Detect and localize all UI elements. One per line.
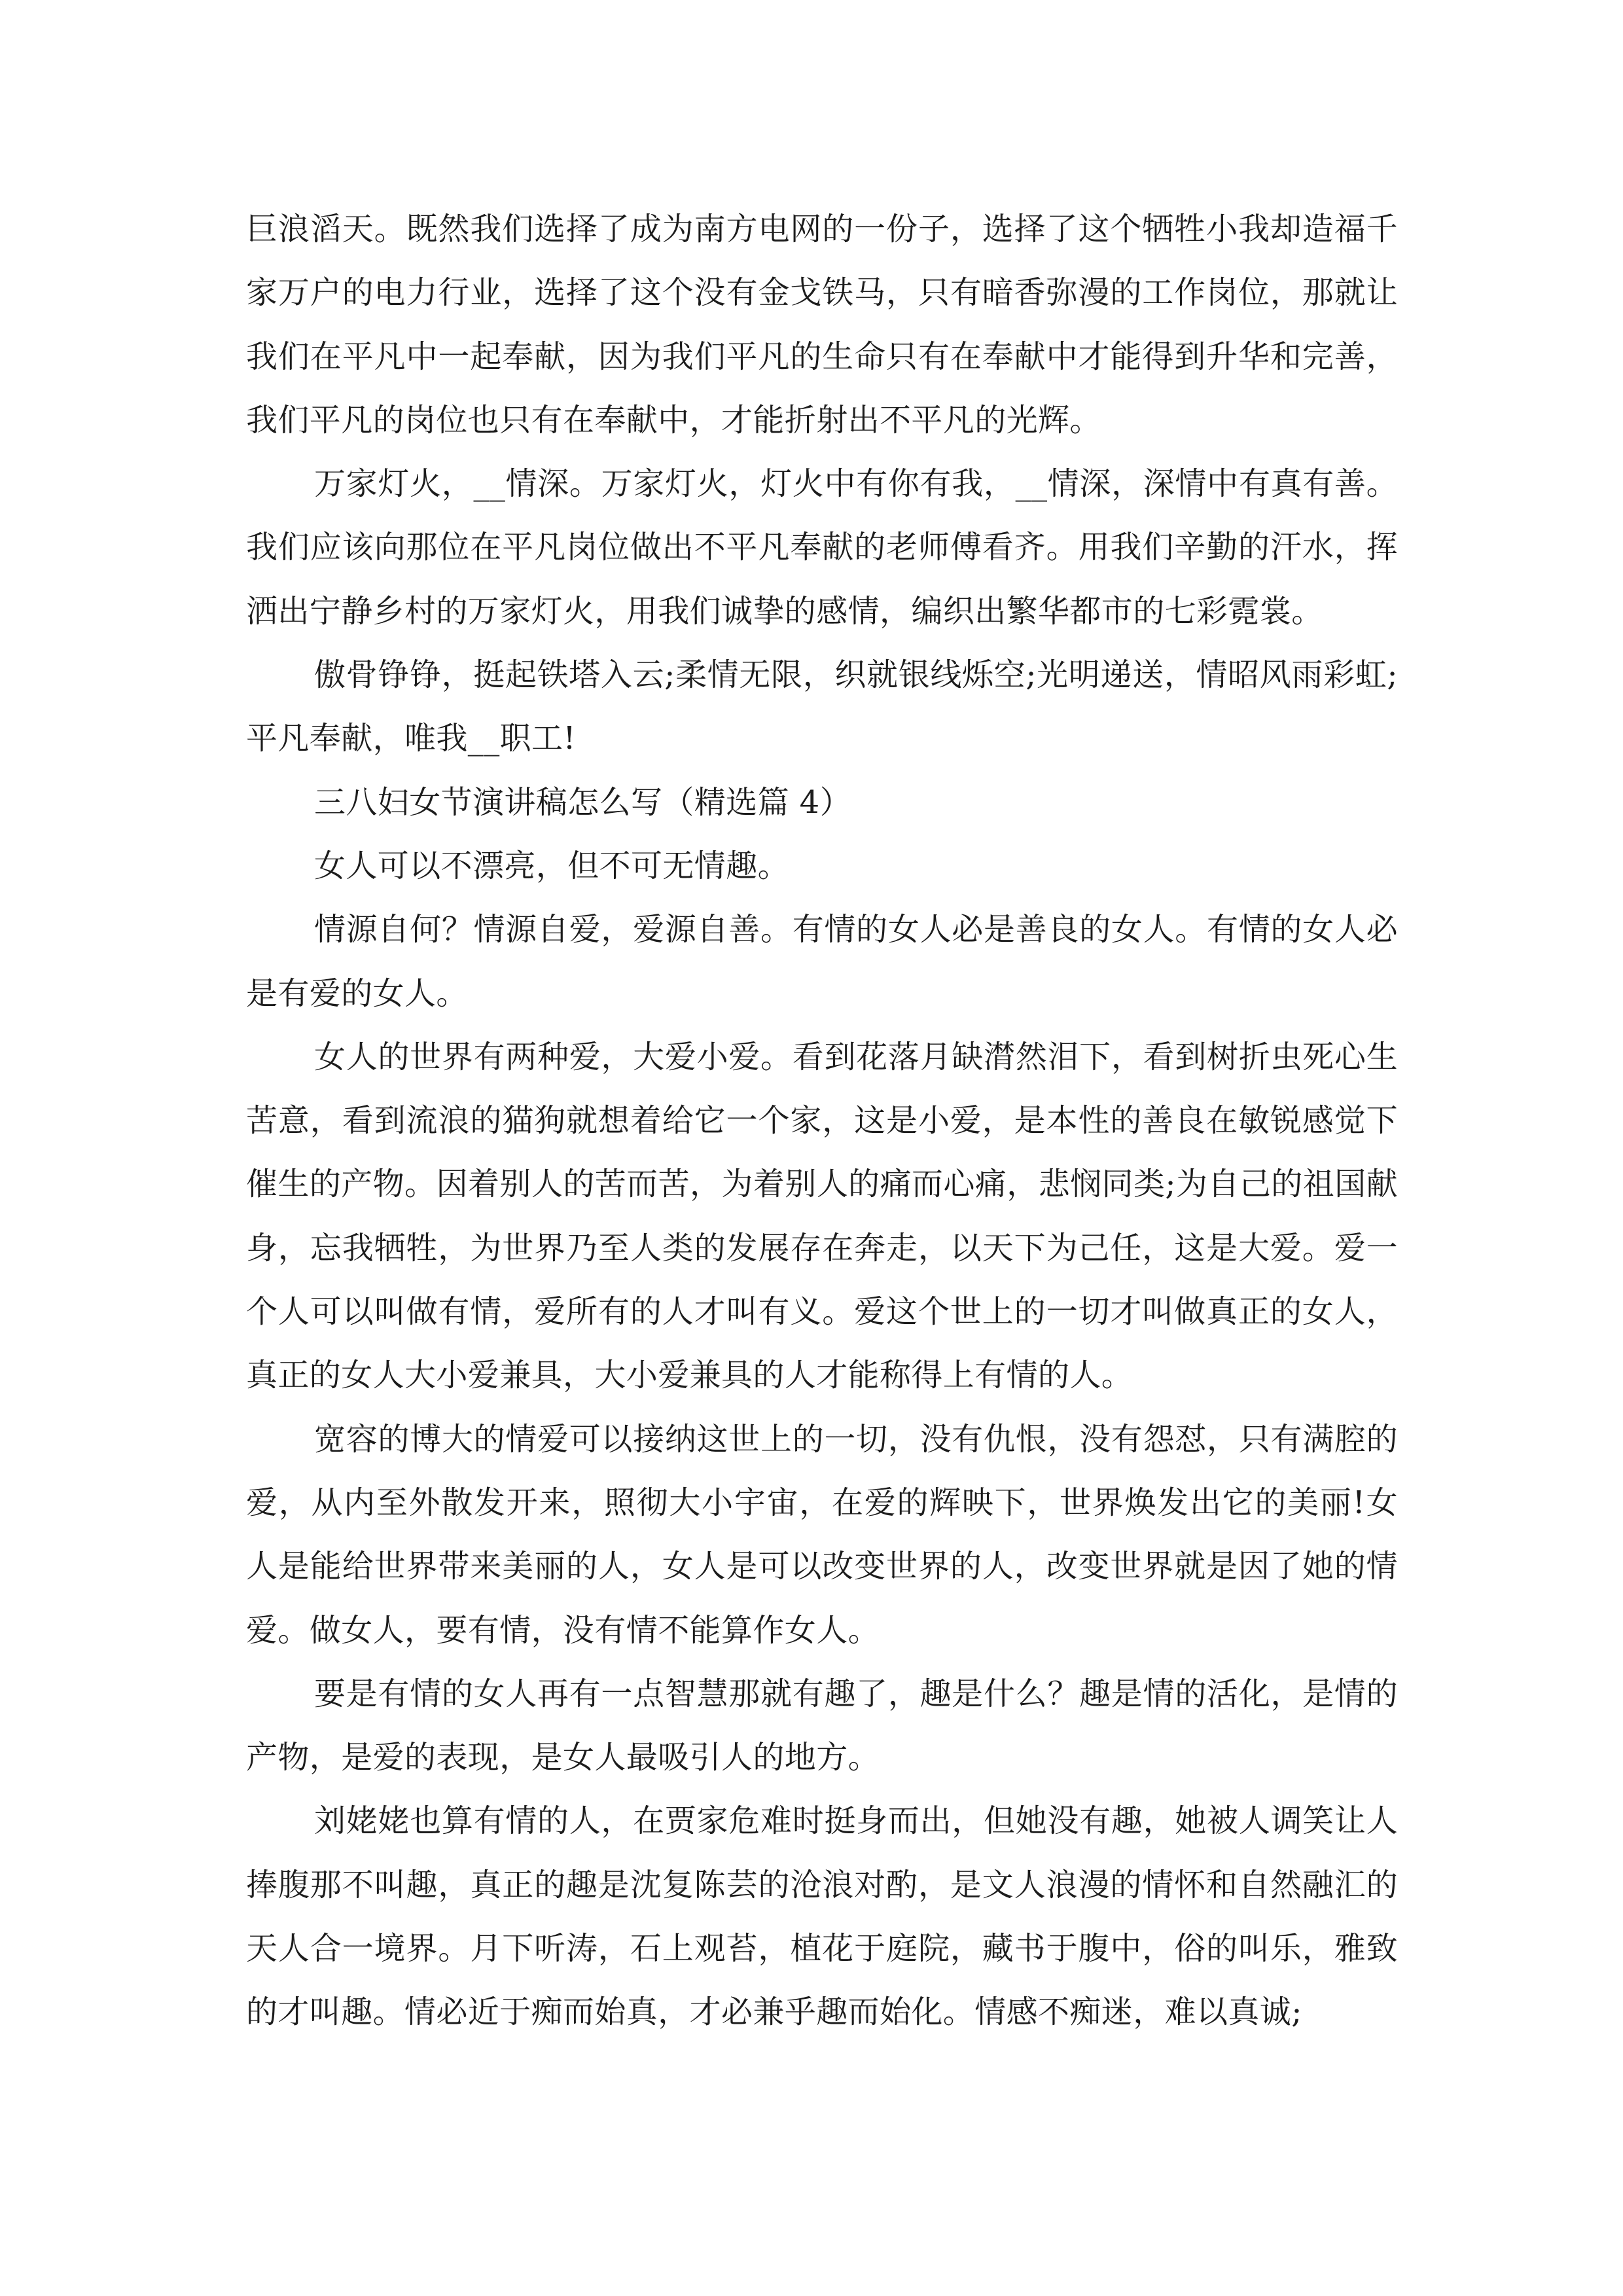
section-paragraph-4: 宽容的博大的情爱可以接纳这世上的一切，没有仇恨，没有怨怼，只有满腔的爱，从内至外散发开来，照彻大小宇宙，在爱的辉映下，世界焕发出它的美丽!女人是能给世界带来美丽的人，女人是可以改变世界的人，改变世界就是因了她的情爱。做女人，要有情，没有情不能算作女人。 <box>246 1420 1398 1649</box>
section-paragraph-5: 要是有情的女人再有一点智慧那就有趣了，趣是什么？趣是情的活化，是情的产物，是爱的表现，是女人最吸引人的地方。 <box>246 1675 1398 1776</box>
section-paragraph-6: 刘姥姥也算有情的人，在贾家危难时挺身而出，但她没有趣，她被人调笑让人捧腹那不叫趣，真正的趣是沈复陈芸的沧浪对酌，是文人浪漫的情怀和自然融汇的天人合一境界。月下听涛，石上观苔，植花于庭院，藏书于腹中，俗的叫乐，雅致的才叫趣。情必近于痴而始真，才必兼乎趣而始化。情感不痴迷，难以真诚; <box>246 1803 1398 2031</box>
section-paragraph-3: 女人的世界有两种爱，大爱小爱。看到花落月缺潸然泪下，看到树折虫死心生苦意，看到流浪的猫狗就想着给它一个家，这是小爱，是本性的善良在敏锐感觉下催生的产物。因着别人的苦而苦，为着别人的痛而心痛，悲悯同类;为自己的祖国献身，忘我牺牲，为世界乃至人类的发展存在奔走，以天下为己任，这是大爱。爱一个人可以叫做有情，爱所有的人才叫有义。爱这个世上的一切才叫做真正的女人，真正的女人大小爱兼具，大小爱兼具的人才能称得上有情的人。 <box>246 1038 1398 1394</box>
section-paragraph-2: 情源自何？情源自爱，爱源自善。有情的女人必是善良的女人。有情的女人必是有爱的女人。 <box>246 911 1398 1012</box>
document-body <box>246 198 1398 2045</box>
section-title: 三八妇女节演讲稿怎么写（精选篇 4） <box>314 783 851 821</box>
paragraph-2: 万家灯火，__情深。万家灯火，灯火中有你有我，__情深，深情中有真有善。我们应该向那位在平凡岗位做出不平凡奉献的老师傅看齐。用我们辛勤的汗水，挥洒出宁静乡村的万家灯火，用我们诚挚的感情，编织出繁华都市的七彩霓裳。 <box>246 465 1398 630</box>
paragraph-3: 傲骨铮铮，挺起铁塔入云;柔情无限，织就银线烁空;光明递送，情昭风雨彩虹;平凡奉献，唯我__职工! <box>246 656 1398 757</box>
section-paragraph-1: 女人可以不漂亮，但不可无情趣。 <box>314 847 790 884</box>
paragraph-1: 巨浪滔天。既然我们选择了成为南方电网的一份子，选择了这个牺牲小我却造福千家万户的电力行业，选择了这个没有金戈铁马，只有暗香弥漫的工作岗位，那就让我们在平凡中一起奉献，因为我们平凡的生命只有在奉献中才能得到升华和完善，我们平凡的岗位也只有在奉献中，才能折射出不平凡的光辉。 <box>246 211 1398 439</box>
